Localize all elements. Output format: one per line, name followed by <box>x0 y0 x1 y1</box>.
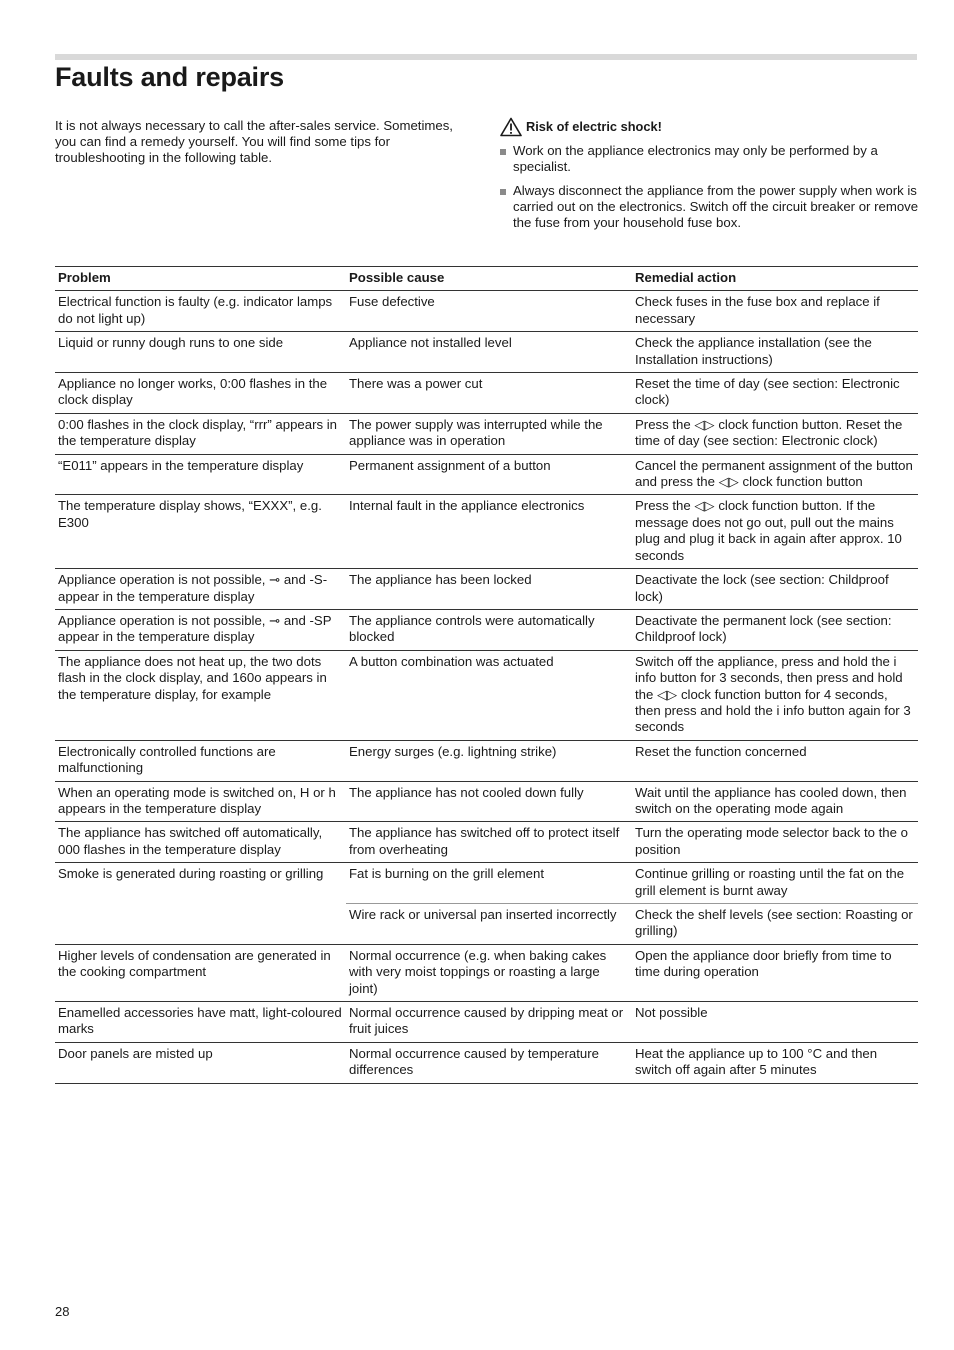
warning-box <box>500 117 920 239</box>
header-problem: Problem <box>55 267 346 291</box>
cell-cause: Wire rack or universal pan inserted incorrectly <box>346 904 632 945</box>
table-row <box>55 650 918 740</box>
table-row <box>55 291 918 332</box>
cell-cause: Internal fault in the appliance electronics <box>346 495 632 569</box>
cell-cause: The appliance has not cooled down fully <box>346 781 632 822</box>
cell-action: Check the appliance installation (see the Installation instructions) <box>632 332 918 373</box>
cell-action: Switch off the appliance, press and hold the i info button for 3 seconds, then press and hold the ◁▷ clock function button for 4 seconds, then press and hold the i info button again for 3 seconds <box>632 650 918 740</box>
table-row <box>55 373 918 414</box>
cell-cause: Normal occurrence (e.g. when baking cakes with very moist toppings or roasting a large joint) <box>346 944 632 1001</box>
cell-problem: Appliance no longer works, 0:00 flashes in the clock display <box>55 373 346 414</box>
cell-problem: When an operating mode is switched on, H or h appears in the temperature display <box>55 781 346 822</box>
table-row <box>55 863 918 904</box>
table-row <box>55 569 918 610</box>
cell-problem: “E011” appears in the temperature display <box>55 454 346 495</box>
table-row <box>55 454 918 495</box>
table-row <box>55 781 918 822</box>
cell-cause: Appliance not installed level <box>346 332 632 373</box>
cell-cause: Energy surges (e.g. lightning strike) <box>346 740 632 781</box>
troubleshooting-table <box>55 266 918 1084</box>
cell-cause: A button combination was actuated <box>346 650 632 740</box>
table-body <box>55 291 918 1083</box>
cell-problem: Smoke is generated during roasting or grilling <box>55 863 346 945</box>
header-cause: Possible cause <box>346 267 632 291</box>
cell-problem: Enamelled accessories have matt, light-coloured marks <box>55 1002 346 1043</box>
table-row <box>55 495 918 569</box>
warning-triangle-icon <box>500 117 522 137</box>
cell-cause: Permanent assignment of a button <box>346 454 632 495</box>
table-row <box>55 740 918 781</box>
cell-cause: The appliance has been locked <box>346 569 632 610</box>
cell-cause: Fuse defective <box>346 291 632 332</box>
warning-heading-text: Risk of electric shock! <box>526 119 662 134</box>
cell-action: Not possible <box>632 1002 918 1043</box>
cell-problem: Electronically controlled functions are malfunctioning <box>55 740 346 781</box>
warning-list <box>500 143 920 231</box>
cell-action: Heat the appliance up to 100 °C and then switch off again after 5 minutes <box>632 1042 918 1083</box>
cell-cause: There was a power cut <box>346 373 632 414</box>
table-row <box>55 1042 918 1083</box>
cell-problem: Appliance operation is not possible, ⊸ and -S- appear in the temperature display <box>55 569 346 610</box>
cell-action: Cancel the permanent assignment of the button and press the ◁▷ clock function button <box>632 454 918 495</box>
warning-item: Work on the appliance electronics may only be performed by a specialist. <box>500 143 920 175</box>
cell-problem: 0:00 flashes in the clock display, “rrr” appears in the temperature display <box>55 413 346 454</box>
cell-action: Check fuses in the fuse box and replace if necessary <box>632 291 918 332</box>
cell-action: Deactivate the permanent lock (see section: Childproof lock) <box>632 609 918 650</box>
table-row <box>55 332 918 373</box>
cell-problem: Appliance operation is not possible, ⊸ and -SP appear in the temperature display <box>55 609 346 650</box>
warning-item: Always disconnect the appliance from the power supply when work is carried out on the electronics. Switch off the circuit breaker or remove the fuse from your household fuse box. <box>500 183 920 231</box>
cell-action: Press the ◁▷ clock function button. Reset the time of day (see section: Electronic clock) <box>632 413 918 454</box>
cell-cause: The appliance controls were automatically blocked <box>346 609 632 650</box>
cell-action: Wait until the appliance has cooled down, then switch on the operating mode again <box>632 781 918 822</box>
warning-heading <box>500 117 920 137</box>
cell-action: Continue grilling or roasting until the fat on the grill element is burnt away <box>632 863 918 904</box>
cell-cause: Normal occurrence caused by dripping meat or fruit juices <box>346 1002 632 1043</box>
cell-problem: The appliance does not heat up, the two dots flash in the clock display, and 160o appears in the temperature display, for example <box>55 650 346 740</box>
cell-action: Open the appliance door briefly from time to time during operation <box>632 944 918 1001</box>
intro-paragraph: It is not always necessary to call the after-sales service. Sometimes, you can find a remedy yourself. You will find some tips for troubleshooting in the following table. <box>55 118 453 165</box>
cell-action: Deactivate the lock (see section: Childproof lock) <box>632 569 918 610</box>
cell-cause: The appliance has switched off to protect itself from overheating <box>346 822 632 863</box>
table-header-row <box>55 267 918 291</box>
cell-problem: Door panels are misted up <box>55 1042 346 1083</box>
cell-problem: Electrical function is faulty (e.g. indicator lamps do not light up) <box>55 291 346 332</box>
cell-problem: The appliance has switched off automatically, 000 flashes in the temperature display <box>55 822 346 863</box>
cell-action: Press the ◁▷ clock function button. If the message does not go out, pull out the mains plug and plug it back in again after approx. 10 seconds <box>632 495 918 569</box>
cell-problem: Higher levels of condensation are generated in the cooking compartment <box>55 944 346 1001</box>
cell-cause: The power supply was interrupted while the appliance was in operation <box>346 413 632 454</box>
cell-action: Check the shelf levels (see section: Roasting or grilling) <box>632 904 918 945</box>
cell-action: Reset the time of day (see section: Electronic clock) <box>632 373 918 414</box>
table-row <box>55 944 918 1001</box>
page-number: 28 <box>55 1304 70 1319</box>
header-action: Remedial action <box>632 267 918 291</box>
table-row <box>55 1002 918 1043</box>
cell-cause: Fat is burning on the grill element <box>346 863 632 904</box>
page-title: Faults and repairs <box>55 62 284 92</box>
table-row <box>55 609 918 650</box>
table-row <box>55 413 918 454</box>
cell-action: Reset the function concerned <box>632 740 918 781</box>
cell-problem: The temperature display shows, “EXXX”, e.g. E300 <box>55 495 346 569</box>
header-rule <box>55 54 917 60</box>
cell-cause: Normal occurrence caused by temperature differences <box>346 1042 632 1083</box>
table-row <box>55 822 918 863</box>
cell-problem: Liquid or runny dough runs to one side <box>55 332 346 373</box>
cell-action: Turn the operating mode selector back to the o position <box>632 822 918 863</box>
